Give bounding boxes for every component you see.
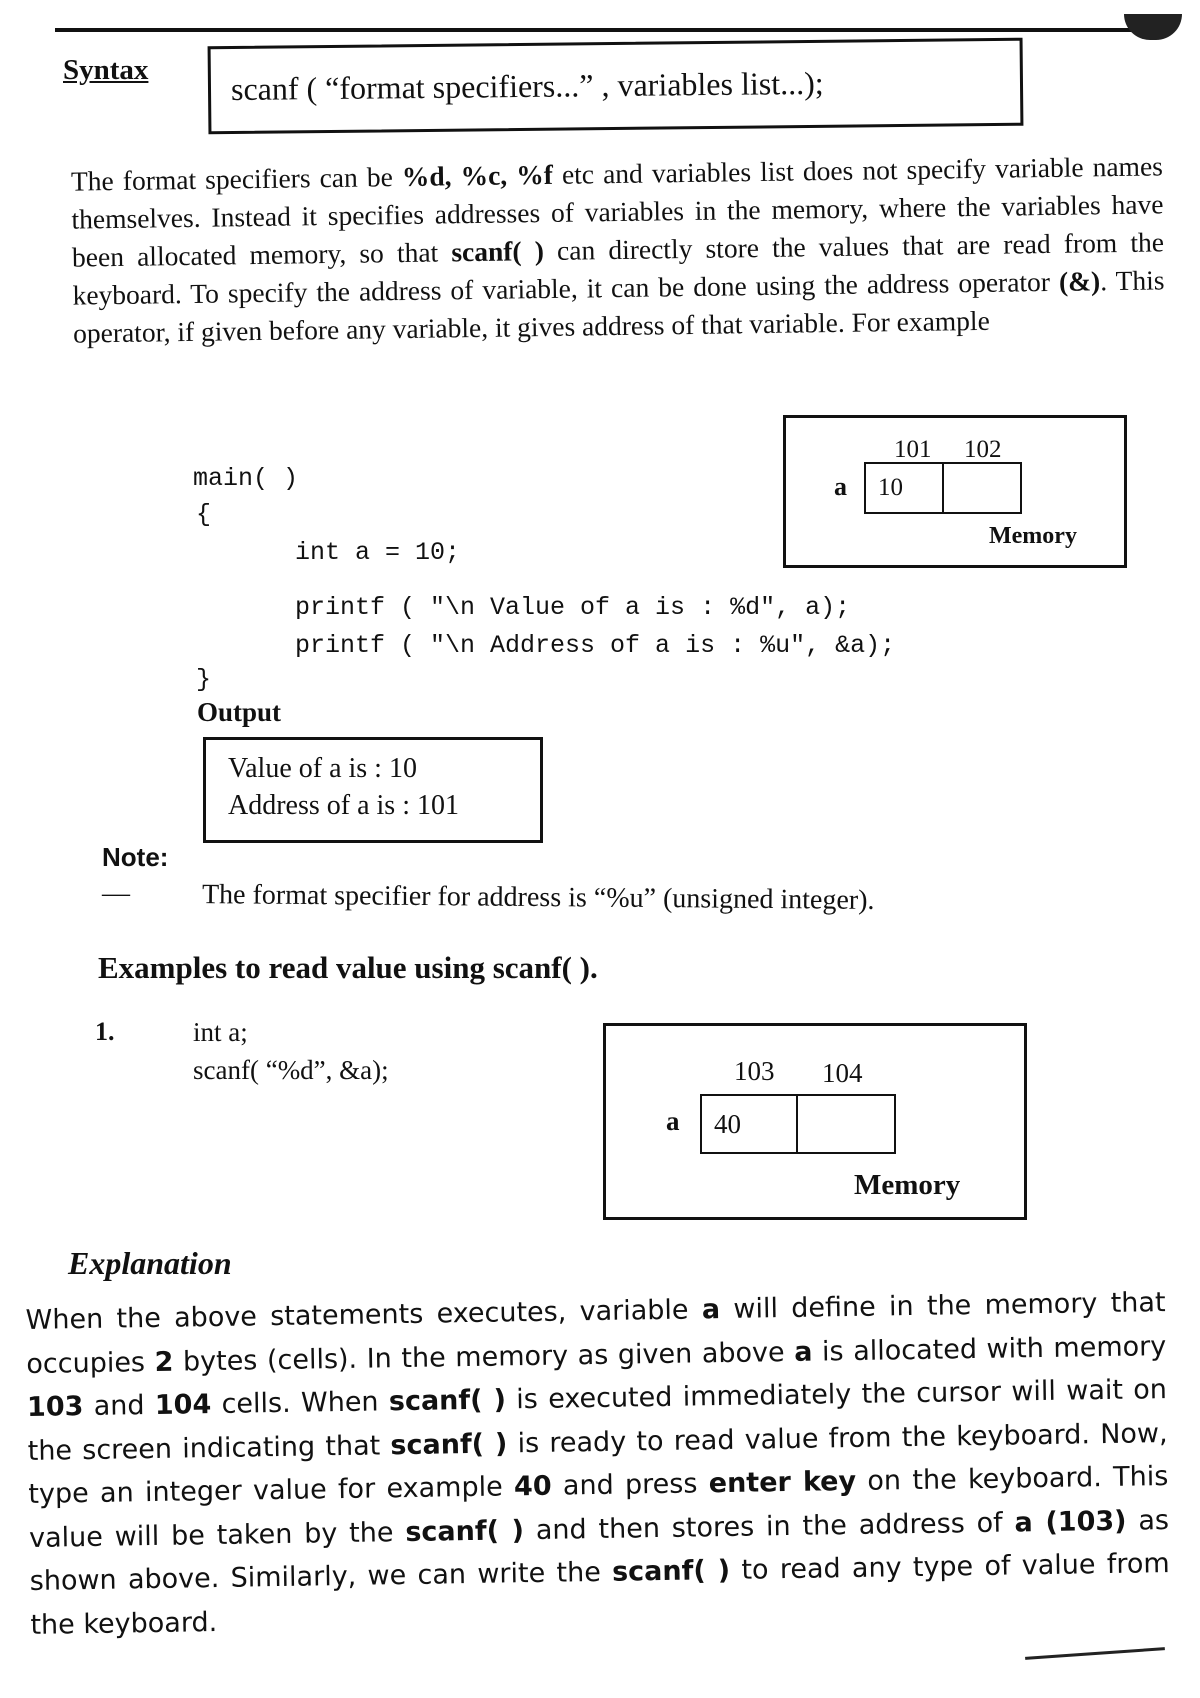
memory-cell-103: 40: [700, 1094, 798, 1154]
memory-address-101: 101: [894, 436, 932, 463]
memory-diagram-2: [603, 1023, 1027, 1220]
syntax-box: [208, 38, 1024, 135]
output-line-value: Value of a is : 10: [228, 753, 417, 784]
memory-diagram-1: [783, 415, 1127, 568]
examples-heading: Examples to read value using scanf( ).: [98, 950, 598, 985]
code-line-printf-address: printf ( "\n Address of a is : %u", &a);: [295, 631, 896, 660]
code-line-declaration: int a = 10;: [295, 538, 461, 567]
example-line-declaration: int a;: [193, 1017, 248, 1047]
output-line-address: Address of a is : 101: [228, 790, 459, 821]
page-corner-mark: [1124, 14, 1182, 40]
example-line-scanf: scanf( “%d”, &a);: [193, 1055, 389, 1085]
example-number: 1.: [95, 1017, 115, 1046]
output-box: [203, 737, 543, 843]
memory-variable-label: a: [666, 1106, 680, 1136]
code-line-close-brace: }: [196, 665, 212, 694]
intro-paragraph: The format specifiers can be %d, %c, %f etc and variables list does not specify variable names themselves. Instead it specifies addresses of variables in the memory, where the variables have been allocated memory, so that scanf( ) can directly store the values that are read from the keyboard. To specify the address of variable, it can be done using the address operator (&). This operator, if given before any variable, it gives address of that variable. For example: [70, 150, 1165, 349]
memory-cell-104: [796, 1094, 896, 1154]
memory-address-102: 102: [964, 436, 1002, 463]
code-line-open-brace: {: [196, 500, 212, 529]
memory-address-103: 103: [734, 1056, 775, 1086]
explanation-paragraph: When the above statements executes, variable a will define in the memory that occupies 2 bytes (cells). In the memory as given above a is allocated with memory 103 and 104 cells. When scanf( ) is executed immediately the cursor will wait on the screen indicating that scanf( ) is ready to read value from the keyboard. Now, type an integer value for example 40 and press enter key on the keyboard. This value will be taken by the scanf( ) and then stores in the address of a (103) as shown above. Similarly, we can write the scanf( ) to read any type of value from the keyboard.: [25, 1287, 1170, 1641]
note-label: Note:: [102, 842, 169, 872]
memory-cell-101: 10: [864, 462, 944, 514]
note-dash: —: [102, 878, 130, 909]
memory-variable-label: a: [834, 472, 847, 501]
memory-cell-102: [942, 462, 1022, 514]
memory-label: Memory: [854, 1169, 961, 1201]
code-line-printf-value: printf ( "\n Value of a is : %d", a);: [295, 593, 851, 622]
code-line-main: main( ): [193, 464, 299, 493]
memory-label: Memory: [989, 523, 1077, 549]
memory-address-104: 104: [822, 1058, 863, 1088]
explanation-title: Explanation: [68, 1245, 232, 1281]
top-rule: [55, 28, 1165, 32]
bottom-rule: [1025, 1647, 1165, 1660]
syntax-code: scanf ( “format specifiers...” , variables list...);: [230, 64, 824, 108]
syntax-label: Syntax: [63, 54, 149, 86]
note-text: The format specifier for address is “%u” (unsigned integer).: [201, 879, 875, 916]
output-label: Output: [197, 697, 282, 727]
